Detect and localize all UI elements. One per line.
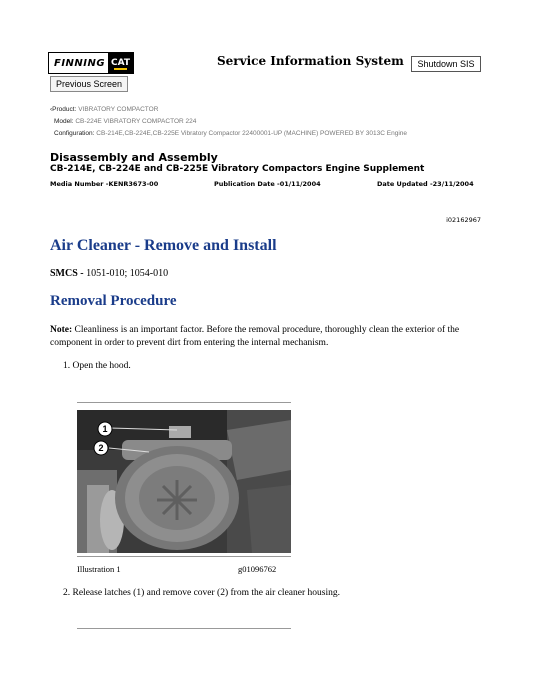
smcs-line bbox=[50, 268, 168, 279]
callout-1-label: 1 bbox=[102, 424, 108, 434]
callout-2 bbox=[94, 441, 108, 455]
document-subtitle: CB-214E, CB-224E and CB-225E Vibratory Compactors Engine Supplement bbox=[50, 164, 425, 174]
step-1: 1. Open the hood. bbox=[63, 361, 131, 371]
model-label: Model: bbox=[54, 118, 74, 125]
document-id: i02162967 bbox=[446, 216, 481, 224]
procedure-heading: Removal Procedure bbox=[50, 293, 177, 309]
configuration-line bbox=[54, 130, 407, 137]
cat-logo-icon: CAT bbox=[108, 53, 133, 73]
page-title: Service Information System bbox=[217, 54, 404, 68]
product-label: Product: bbox=[52, 106, 77, 113]
smcs-label: SMCS - bbox=[50, 268, 84, 279]
illustration-bottom-rule bbox=[77, 556, 291, 557]
finning-cat-logo bbox=[48, 52, 134, 74]
back-arrow-icon[interactable]: ‹ bbox=[50, 106, 53, 113]
publication-date: Publication Date -01/11/2004 bbox=[214, 180, 321, 188]
illustration-top-rule bbox=[77, 402, 291, 403]
logo-word: FINNING bbox=[54, 57, 106, 69]
smcs-value: 1051-010; 1054-010 bbox=[86, 268, 169, 279]
note-label: Note: bbox=[50, 325, 73, 335]
illustration-label: Illustration 1 bbox=[77, 564, 121, 574]
illustration-photo bbox=[77, 410, 291, 553]
date-updated: Date Updated -23/11/2004 bbox=[377, 180, 474, 188]
model-line bbox=[54, 118, 196, 125]
shutdown-sis-button[interactable]: Shutdown SIS bbox=[411, 56, 481, 72]
callout-1 bbox=[98, 422, 112, 436]
note-text: Cleanliness is an important factor. Before the removal procedure, thoroughly clean the exterior of the component in order to prevent dirt from entering the internal mechanism. bbox=[50, 325, 460, 348]
main-heading: Air Cleaner - Remove and Install bbox=[50, 237, 277, 254]
illustration-id: g01096762 bbox=[238, 564, 277, 574]
product-line bbox=[50, 106, 158, 113]
configuration-label: Configuration: bbox=[54, 130, 95, 137]
configuration-value: CB-214E,CB-224E,CB-225E Vibratory Compactor 22400001-UP (MACHINE) POWERED BY 3013C Engine bbox=[96, 130, 407, 137]
note-paragraph bbox=[50, 324, 482, 350]
product-value: VIBRATORY COMPACTOR bbox=[78, 106, 159, 113]
previous-screen-button[interactable]: Previous Screen bbox=[50, 76, 128, 92]
next-illustration-rule bbox=[77, 628, 291, 629]
section-title: Disassembly and Assembly bbox=[50, 151, 218, 164]
air-cleaner-photo-image bbox=[77, 410, 291, 553]
step-2: 2. Release latches (1) and remove cover (2) from the air cleaner housing. bbox=[63, 588, 340, 598]
media-number: Media Number -KENR3673-00 bbox=[50, 180, 159, 188]
model-value: CB-224E VIBRATORY COMPACTOR 224 bbox=[75, 118, 197, 125]
callout-2-label: 2 bbox=[98, 443, 104, 453]
